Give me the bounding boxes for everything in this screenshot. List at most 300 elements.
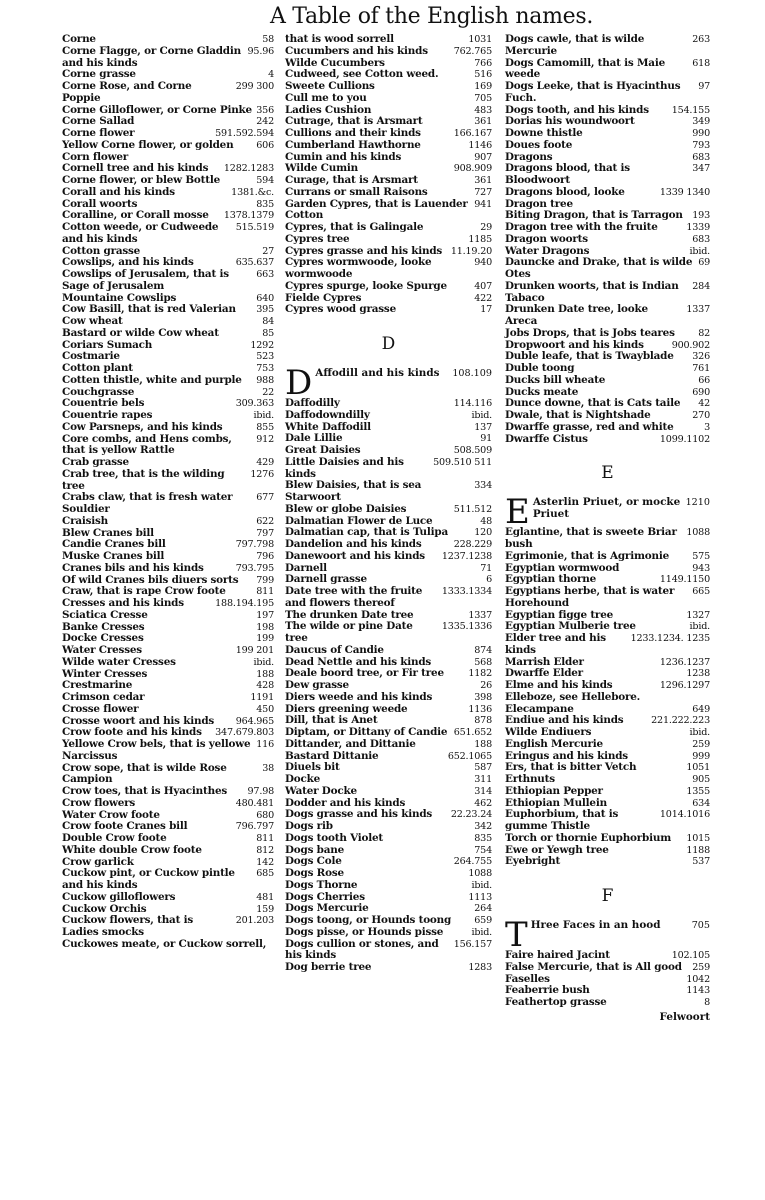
index-entry — [62, 516, 274, 528]
entry-name: Ethiopian Pepper — [505, 784, 603, 797]
page-number: 462 — [474, 797, 492, 809]
entry-name: Date tree with the fruite and flowers thereof — [285, 585, 423, 609]
entry-name: Cuckow Orchis — [62, 902, 147, 915]
page-number: 11.19.20 — [450, 245, 492, 257]
entry-name: Diuels bit — [285, 761, 340, 774]
entry-name: Cypres wormwoode, looke wormwoode — [285, 256, 432, 280]
entry-name: Mountaine Cowslips — [62, 291, 177, 304]
index-entry — [62, 692, 274, 704]
page-number: 26 — [480, 680, 492, 691]
page-number: 635.637 — [235, 257, 274, 269]
entry-name: Cotten thistle, white and purple — [62, 373, 242, 386]
entry-name: Daffodilly — [285, 397, 340, 409]
entry-name: Marrish Elder — [505, 655, 584, 668]
page-number: 188.194.195 — [215, 598, 274, 609]
entry-name: Ducks bill wheate — [505, 373, 606, 386]
page-number: 82 — [698, 327, 710, 339]
entry-name: Dogs grasse and his kinds — [285, 808, 433, 821]
index-entry — [62, 328, 274, 340]
index-entry — [62, 845, 274, 857]
index-entry — [62, 833, 274, 845]
entry-name: Eglantine, that is sweete Briar bush — [505, 526, 677, 550]
page-number: 85 — [262, 327, 274, 339]
page-number: ibid. — [689, 621, 710, 633]
page-number: 142 — [256, 856, 274, 868]
entry-name: Daffodowndilly — [285, 408, 370, 421]
index-entry — [285, 128, 492, 140]
index-entry — [62, 457, 274, 469]
entry-name: White double Crow foote — [62, 843, 202, 856]
entry-name: Darnell — [285, 561, 327, 574]
entry-name: Cypres, that is Galingale — [285, 221, 424, 233]
entry-name: Ladies Cushion — [285, 103, 372, 116]
page-number: 1031 — [468, 34, 492, 45]
entry-name: Couchgrasse — [62, 385, 135, 398]
index-entry — [285, 680, 492, 692]
index-entry — [62, 375, 274, 387]
entry-name: Ewe or Yewgh tree — [505, 843, 609, 856]
entry-name: Cumberland Hawthorne — [285, 138, 421, 151]
page-number: 188 — [474, 738, 492, 750]
col2-d-list — [285, 398, 492, 974]
page-number: 1088 — [686, 527, 710, 539]
entry-name: Dogs Cherries — [285, 890, 365, 903]
index-column-2 — [285, 34, 492, 974]
entry-name: Yellow Corne flower, or golden Corn flower — [62, 138, 234, 163]
page-number: 428 — [256, 680, 274, 692]
col3-top-list — [505, 34, 710, 445]
page-number: 1042 — [686, 973, 710, 985]
index-entry — [62, 434, 274, 458]
page-number: 95.96 — [247, 45, 274, 57]
page-number: 908.909 — [453, 163, 492, 175]
entry-name: Crow flowers — [62, 796, 136, 809]
page-number: 811 — [256, 833, 274, 844]
entry-name: Faselles — [505, 972, 550, 985]
page-number: 705 — [691, 920, 710, 931]
index-entry — [62, 316, 274, 328]
entry-name: Cotton weede, or Cudweede and his kinds — [62, 221, 219, 245]
page-number: 22 — [262, 386, 274, 398]
page-number: 156.157 — [453, 938, 492, 950]
entry-name: Crow toes, that is Hyacinthes — [62, 785, 228, 797]
page-number: 940 — [474, 257, 492, 269]
entry-name: Dittander, and Dittanie — [285, 737, 416, 750]
section-letter-e: E — [601, 463, 614, 484]
entry-name: Corne Rose, and Corne Poppie — [62, 80, 192, 104]
entry-name: Core combs, and Hens combs, that is yellow Rattle — [62, 432, 232, 457]
index-entry — [285, 304, 492, 316]
entry-name: Wilde Cucumbers — [285, 56, 385, 69]
entry-name: Crosse flower — [62, 702, 139, 715]
index-entry — [505, 128, 710, 140]
entry-name: Blew Daisies, that is sea Starwoort — [285, 479, 422, 503]
page-number: ibid. — [253, 656, 274, 668]
index-entry — [285, 939, 492, 963]
page-number: 1136 — [468, 703, 492, 715]
entry-name: Torch or thornie Euphorbium — [505, 831, 672, 844]
page-number: 1339 — [686, 222, 710, 233]
entry-name: Dandelion and his kinds — [285, 538, 422, 550]
page-number: 640 — [256, 292, 274, 304]
page-number: 1188 — [686, 844, 710, 856]
entry-name: Asterlin Priuet, or mocke Priuet — [532, 497, 681, 520]
entry-name: Diers greening weede — [285, 702, 408, 715]
index-entry — [285, 868, 492, 880]
page-number: 941 — [474, 198, 492, 210]
page-number: 361 — [474, 175, 492, 186]
index-entry — [505, 187, 710, 211]
entry-name: Cotton plant — [62, 362, 133, 374]
page-number: 835 — [256, 198, 274, 210]
index-entry — [505, 34, 710, 58]
entry-name: Cresses and his kinds — [62, 597, 184, 609]
index-entry — [505, 422, 710, 434]
entry-name: Endiue and his kinds — [505, 714, 624, 727]
page-number: 1296.1297 — [659, 680, 710, 691]
index-entry — [285, 586, 492, 610]
entry-name: Dogs Leeke, that is Hyacinthus Fuch. — [505, 80, 681, 104]
entry-name: Egyptian Mulberie tree — [505, 620, 636, 633]
index-entry — [62, 492, 274, 516]
page-number: 395 — [256, 304, 274, 316]
entry-name: Dunce downe, that is Cats taile — [505, 397, 681, 410]
entry-name: Dogs tooth Violet — [285, 831, 384, 844]
index-entry — [285, 457, 492, 481]
index-entry — [285, 187, 492, 199]
entry-name: The wilde or pine Date tree — [285, 620, 413, 644]
page-number: 797 — [256, 527, 274, 539]
entry-name: Jobs Drops, that is Jobs teares — [505, 326, 675, 339]
page-number: 270 — [692, 410, 710, 421]
page-number: 398 — [474, 691, 492, 703]
page-number: 1292 — [250, 339, 274, 351]
entry-name: Dale Lillie — [285, 432, 343, 445]
entry-name: Cow Basill, that is red Valerian — [62, 303, 236, 316]
col3-f-list — [505, 950, 710, 1009]
index-entry — [505, 328, 710, 340]
index-entry — [285, 927, 492, 939]
entry-name: Biting Dragon, that is Tarragon — [505, 209, 683, 222]
entry-name: Dogs Mercurie — [285, 902, 369, 915]
page-number: 766 — [474, 57, 492, 69]
entry-name: Sweete Cullions — [285, 80, 375, 92]
entry-name: Euphorbium, that is gumme Thistle — [505, 808, 619, 832]
entry-name: Duble toong — [505, 362, 575, 374]
entry-name: Ers, that is bitter Vetch — [505, 761, 637, 774]
page-number: 591.592.594 — [215, 128, 274, 139]
page-number: 568 — [474, 656, 492, 668]
page-number: 264.755 — [453, 856, 492, 868]
entry-name: Doues foote — [505, 138, 573, 151]
entry-name: Erthnuts — [505, 773, 555, 785]
entry-name: Hree Faces in an hood — [530, 920, 661, 931]
entry-name: Egyptians herbe, that is water Horehound — [505, 585, 675, 609]
entry-name: Dragons blood, that is Bloodwoort — [505, 162, 630, 186]
entry-name: Dragons — [505, 150, 553, 163]
entry-name: Curage, that is Arsmart — [285, 174, 418, 186]
entry-name: Double Crow foote — [62, 832, 167, 844]
entry-name: Darnell grasse — [285, 573, 367, 586]
index-entry — [505, 281, 710, 305]
entry-name: Dogs bane — [285, 843, 345, 856]
page-number: 761 — [692, 363, 710, 374]
entry-name: Fielde Cypres — [285, 291, 362, 304]
page-number: 42 — [698, 398, 710, 410]
section-d-first-entry — [285, 368, 492, 398]
index-entry — [505, 257, 710, 281]
page-number: 71 — [480, 562, 492, 574]
entry-name: Dauncke and Drake, that is wilde Otes — [505, 256, 693, 280]
index-entry — [62, 915, 274, 939]
page-number: 793 — [692, 139, 710, 151]
page-number: 799 — [256, 574, 274, 586]
section-letter-d: D — [381, 334, 396, 354]
entry-name: Feaberrie bush — [505, 984, 590, 997]
entry-name: Dwale, that is Nightshade — [505, 409, 651, 421]
index-entry — [505, 997, 710, 1009]
page-number: 480.481 — [235, 797, 274, 809]
page-number: 516 — [474, 69, 492, 81]
col3-e-list — [505, 527, 710, 868]
entry-name: Danewoort and his kinds — [285, 549, 425, 562]
page-number: 314 — [474, 785, 492, 797]
entry-name: Dragons blood, looke Dragon tree — [505, 185, 625, 210]
index-entry — [62, 739, 274, 763]
index-entry — [505, 163, 710, 187]
page-number: 606 — [256, 139, 274, 151]
page-number: 515.519 — [235, 222, 274, 233]
index-entry — [285, 410, 492, 422]
index-entry — [62, 469, 274, 493]
entry-name: Cow Parsneps, and his kinds — [62, 420, 223, 433]
index-entry — [505, 551, 710, 563]
index-entry — [285, 81, 492, 93]
entry-name: Dogs cullion or stones, and his kinds — [285, 937, 439, 962]
page-number: ibid. — [253, 410, 274, 421]
page-number: 900.902 — [671, 339, 710, 351]
page-number: 284 — [692, 280, 710, 292]
entry-name: Blew or globe Daisies — [285, 502, 407, 515]
index-entry — [285, 445, 492, 457]
index-entry — [505, 950, 710, 962]
entry-name: Cypres grasse and his kinds — [285, 244, 443, 257]
page-number: 347.679.803 — [215, 727, 274, 739]
index-entry — [505, 527, 710, 551]
page-number: 326 — [692, 351, 710, 363]
page-number: 6 — [486, 574, 492, 586]
entry-name: Dalmatian Flower de Luce — [285, 514, 433, 527]
index-entry — [62, 81, 274, 105]
entry-name: Wilde Cumin — [285, 162, 358, 175]
page-number: 537 — [692, 856, 710, 868]
index-entry — [285, 551, 492, 563]
entry-name: Dogs Thorne — [285, 878, 358, 891]
catchword: Felwoort — [659, 1010, 710, 1023]
page-number: 114.116 — [453, 398, 492, 409]
page-number: 1337 — [686, 304, 710, 316]
decorated-initial: T — [505, 920, 528, 950]
page-number: 299 300 — [235, 81, 274, 92]
page-number: 201.203 — [235, 915, 274, 927]
entry-name: Faire haired Jacint — [505, 949, 610, 961]
page-number: ibid. — [471, 409, 492, 421]
entry-name: Cutrage, that is Arsmart — [285, 115, 423, 128]
entry-name: Great Daisies — [285, 444, 361, 456]
entry-name: Downe thistle — [505, 127, 583, 139]
page-number: 622 — [256, 515, 274, 527]
page-number: 22.23.24 — [450, 809, 492, 821]
page-number: 259 — [692, 961, 710, 973]
page-number: 429 — [256, 457, 274, 468]
index-entry — [62, 598, 274, 610]
page-number: 1337 — [468, 609, 492, 621]
entry-name: English Mercurie — [505, 737, 603, 750]
entry-name: Docke Cresses — [62, 632, 144, 645]
entry-name: Winter Cresses — [62, 667, 148, 680]
page-number: 198 — [256, 621, 274, 633]
entry-name: Corne grasse — [62, 68, 136, 81]
page-number: 796 — [256, 551, 274, 562]
entry-name: Dragon woorts — [505, 232, 588, 245]
index-entry — [505, 304, 710, 328]
index-entry — [285, 93, 492, 105]
page-number: 762.765 — [453, 45, 492, 57]
entry-name: Crosse woort and his kinds — [62, 714, 215, 727]
page-number: 48 — [480, 515, 492, 527]
page-number: 97 — [698, 81, 710, 92]
entry-name: Duble leafe, that is Twayblade — [505, 350, 674, 363]
index-entry — [505, 833, 710, 845]
entry-name: Egyptian figge tree — [505, 608, 614, 621]
entry-name: Cowslips, and his kinds — [62, 256, 194, 269]
entry-name: Cuckow gilloflowers — [62, 890, 176, 903]
entry-name: Daucus of Candie — [285, 643, 384, 656]
entry-name: Bastard or wilde Cow wheat — [62, 326, 219, 339]
page-number: 812 — [256, 844, 274, 856]
entry-name: Dropwoort and his kinds — [505, 338, 644, 351]
page-number: 943 — [692, 562, 710, 574]
page-number: 683 — [692, 151, 710, 163]
page-number: 166.167 — [453, 128, 492, 139]
entry-name: Dogs Rose — [285, 867, 344, 879]
page-number: 727 — [474, 186, 492, 198]
entry-name: Dogs cawle, that is wilde Mercurie — [505, 33, 645, 57]
page-number: 1282.1283 — [223, 163, 274, 175]
index-entry — [62, 46, 274, 70]
page-number: 587 — [474, 762, 492, 774]
entry-name: Little Daisies and his kinds — [285, 455, 404, 480]
entry-name: Cuckow flowers, that is Ladies smocks — [62, 914, 194, 938]
page-number: 575 — [692, 550, 710, 562]
entry-name: Couentrie bels — [62, 397, 145, 410]
running-head: A Table of the English names. — [270, 4, 594, 29]
page-number: 17 — [480, 304, 492, 316]
page-number: 649 — [692, 703, 710, 715]
entry-name: Dog berrie tree — [285, 961, 372, 973]
page-number: 878 — [474, 715, 492, 727]
page-number: 663 — [256, 269, 274, 280]
index-entry — [285, 962, 492, 974]
page-number: 1355 — [686, 785, 710, 797]
entry-name: Crow sope, that is wilde Rose Campion — [62, 761, 227, 786]
entry-name: Of wild Cranes bils diuers sorts — [62, 573, 239, 586]
page-number: 1333.1334 — [441, 586, 492, 597]
entry-name: Elecampane — [505, 702, 574, 715]
index-entry — [62, 410, 274, 422]
entry-name: False Mercurie, that is All good — [505, 960, 682, 973]
entry-name: Elder tree and his kinds — [505, 632, 606, 656]
index-entry — [505, 962, 710, 974]
page-number: 705 — [474, 92, 492, 104]
page-number: 665 — [692, 586, 710, 597]
page-number: 907 — [474, 151, 492, 163]
entry-name: Cuckowes meate, or Cuckow sorrell, — [62, 937, 267, 950]
page-number: 197 — [256, 609, 274, 621]
page-number: 58 — [262, 34, 274, 45]
entry-name: Dogs rib — [285, 820, 333, 832]
entry-name: Dodder and his kinds — [285, 796, 406, 809]
page-number: 4 — [268, 69, 274, 81]
page-number: 1014.1016 — [659, 809, 710, 821]
entry-name: Corne Sallad — [62, 115, 135, 128]
index-entry — [62, 187, 274, 199]
page-number: 754 — [474, 844, 492, 856]
index-column-1 — [62, 34, 274, 951]
page-number: 680 — [256, 809, 274, 821]
entry-name: Elme and his kinds — [505, 679, 613, 691]
entry-name: Diptam, or Dittany of Candie — [285, 726, 448, 738]
entry-name: Water Docke — [285, 784, 357, 797]
page-number: 116 — [256, 739, 274, 750]
decorated-initial: E — [505, 497, 530, 528]
page-number: 685 — [256, 868, 274, 880]
entry-name: Blew Cranes bill — [62, 526, 154, 539]
index-entry — [505, 81, 710, 105]
page-number: 811 — [256, 586, 274, 598]
page-number: 38 — [262, 762, 274, 774]
page-number: 102.105 — [671, 950, 710, 961]
page-number: 481 — [256, 891, 274, 903]
index-entry — [505, 363, 710, 375]
page-number: 259 — [692, 738, 710, 750]
page-number: 97.98 — [247, 786, 274, 797]
index-entry — [285, 175, 492, 187]
page-number: 796.797 — [235, 821, 274, 833]
entry-name: Dwarffe grasse, red and white — [505, 420, 674, 433]
index-entry — [505, 856, 710, 868]
entry-name: Candie Cranes bill — [62, 538, 166, 551]
index-entry — [285, 34, 492, 46]
index-entry — [285, 199, 492, 223]
page-number: 1088 — [468, 868, 492, 879]
page-number: 221.222.223 — [651, 715, 710, 727]
index-entry — [62, 34, 274, 46]
entry-name: Banke Cresses — [62, 620, 145, 633]
page-number: 91 — [480, 433, 492, 445]
index-entry — [505, 222, 710, 234]
page-number: 1339 1340 — [659, 186, 710, 198]
col2-top-list — [285, 34, 492, 316]
index-entry — [505, 786, 710, 798]
page-number: 797.798 — [235, 539, 274, 551]
entry-name: Cranes bils and his kinds — [62, 561, 204, 574]
page-number: 342 — [474, 821, 492, 832]
index-entry — [285, 46, 492, 58]
entry-name: Dorias his woundwoort — [505, 115, 635, 128]
index-entry — [62, 610, 274, 622]
page-number: 964.965 — [235, 715, 274, 727]
